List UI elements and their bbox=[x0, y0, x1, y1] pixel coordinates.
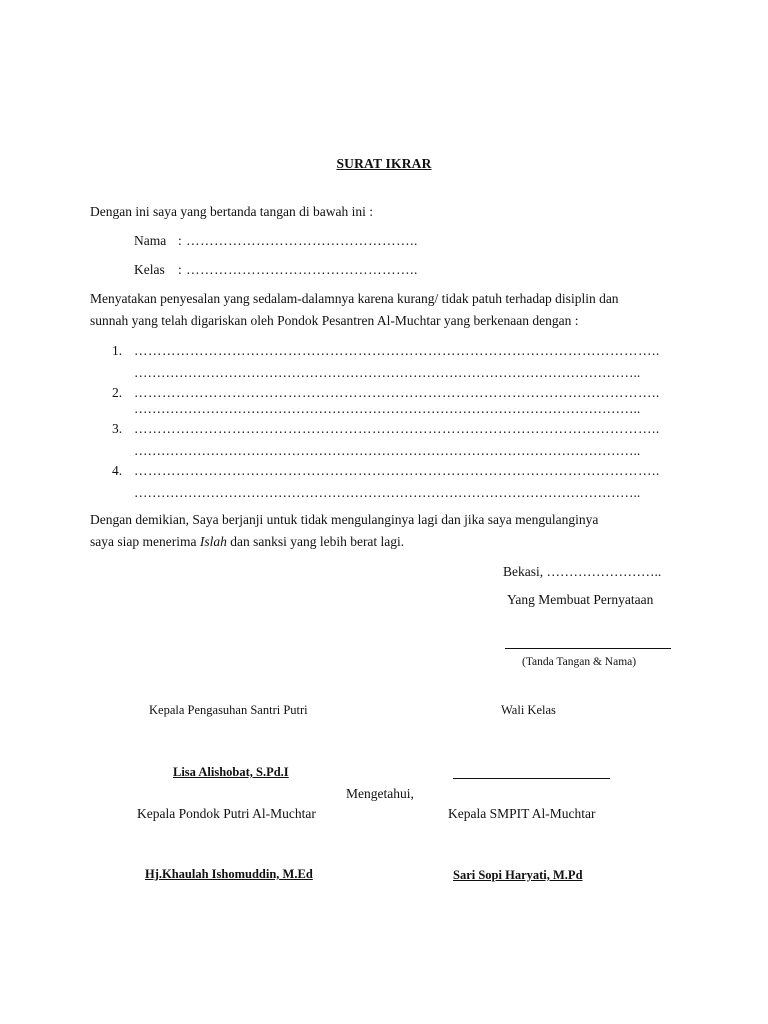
item-number: 1. bbox=[112, 343, 123, 358]
closing-italic-term: Islah bbox=[199, 534, 227, 549]
right-bottom-role: Kepala SMPIT Al-Muchtar bbox=[448, 806, 596, 821]
list-item bbox=[112, 460, 660, 482]
maker-signature-line bbox=[505, 648, 671, 649]
field-nama-dots: : ………………………………………….. bbox=[178, 233, 418, 248]
closing-line-1: Dengan demikian, Saya berjanji untuk tidak mengulanginya lagi dan jika saya mengulanginya bbox=[90, 512, 599, 527]
maker-caption: (Tanda Tangan & Nama) bbox=[522, 656, 637, 668]
item-dots-continuation: ………………………………………………………………………………………………….. bbox=[134, 365, 641, 380]
field-kelas-label: Kelas bbox=[134, 262, 165, 277]
closing-text-after: dan sanksi yang lebih berat lagi. bbox=[226, 534, 405, 549]
item-dots-continuation: ………………………………………………………………………………………………….. bbox=[134, 443, 641, 458]
list-item bbox=[112, 340, 660, 362]
item-number: 2. bbox=[112, 385, 123, 400]
left-bottom-name: Hj.Khaulah Ishomuddin, M.Ed bbox=[145, 867, 313, 881]
left-top-name: Lisa Alishobat, S.Pd.I bbox=[173, 765, 289, 779]
field-nama bbox=[134, 230, 418, 252]
maker-label: Yang Membuat Pernyataan bbox=[507, 592, 654, 607]
wali-kelas-signature-line bbox=[453, 778, 610, 779]
list-item bbox=[112, 418, 660, 440]
left-bottom-role: Kepala Pondok Putri Al-Muchtar bbox=[137, 806, 316, 821]
item-dots-continuation: ………………………………………………………………………………………………….. bbox=[134, 401, 641, 416]
item-number: 3. bbox=[112, 421, 123, 436]
item-dots: ………………………………………………………………………………………………….. bbox=[134, 343, 660, 358]
item-number: 4. bbox=[112, 463, 123, 478]
statement-line-1: Menyatakan penyesalan yang sedalam-dalamnya karena kurang/ tidak patuh terhadap disiplin dan bbox=[90, 291, 619, 306]
statement-line-2: sunnah yang telah digariskan oleh Pondok Pesantren Al-Muchtar yang berkenaan dengan : bbox=[90, 313, 579, 328]
field-kelas bbox=[134, 259, 418, 281]
item-dots: ………………………………………………………………………………………………….. bbox=[134, 385, 660, 400]
place-date: Bekasi, …………………….. bbox=[503, 564, 662, 579]
document-title: SURAT IKRAR bbox=[336, 156, 432, 171]
item-dots: ………………………………………………………………………………………………….. bbox=[134, 421, 660, 436]
item-dots-continuation: ………………………………………………………………………………………………….. bbox=[134, 485, 641, 500]
right-bottom-name: Sari Sopi Haryati, M.Pd bbox=[453, 868, 583, 882]
acknowledged-label: Mengetahui, bbox=[346, 786, 414, 801]
left-top-role: Kepala Pengasuhan Santri Putri bbox=[149, 703, 308, 717]
field-kelas-dots: : ………………………………………….. bbox=[178, 262, 418, 277]
closing-line-2 bbox=[90, 531, 404, 553]
field-nama-label: Nama bbox=[134, 233, 167, 248]
closing-text-before: saya siap menerima bbox=[90, 534, 200, 549]
item-dots: ………………………………………………………………………………………………….. bbox=[134, 463, 660, 478]
right-top-role: Wali Kelas bbox=[501, 703, 556, 717]
intro-text: Dengan ini saya yang bertanda tangan di bawah ini : bbox=[90, 204, 374, 219]
